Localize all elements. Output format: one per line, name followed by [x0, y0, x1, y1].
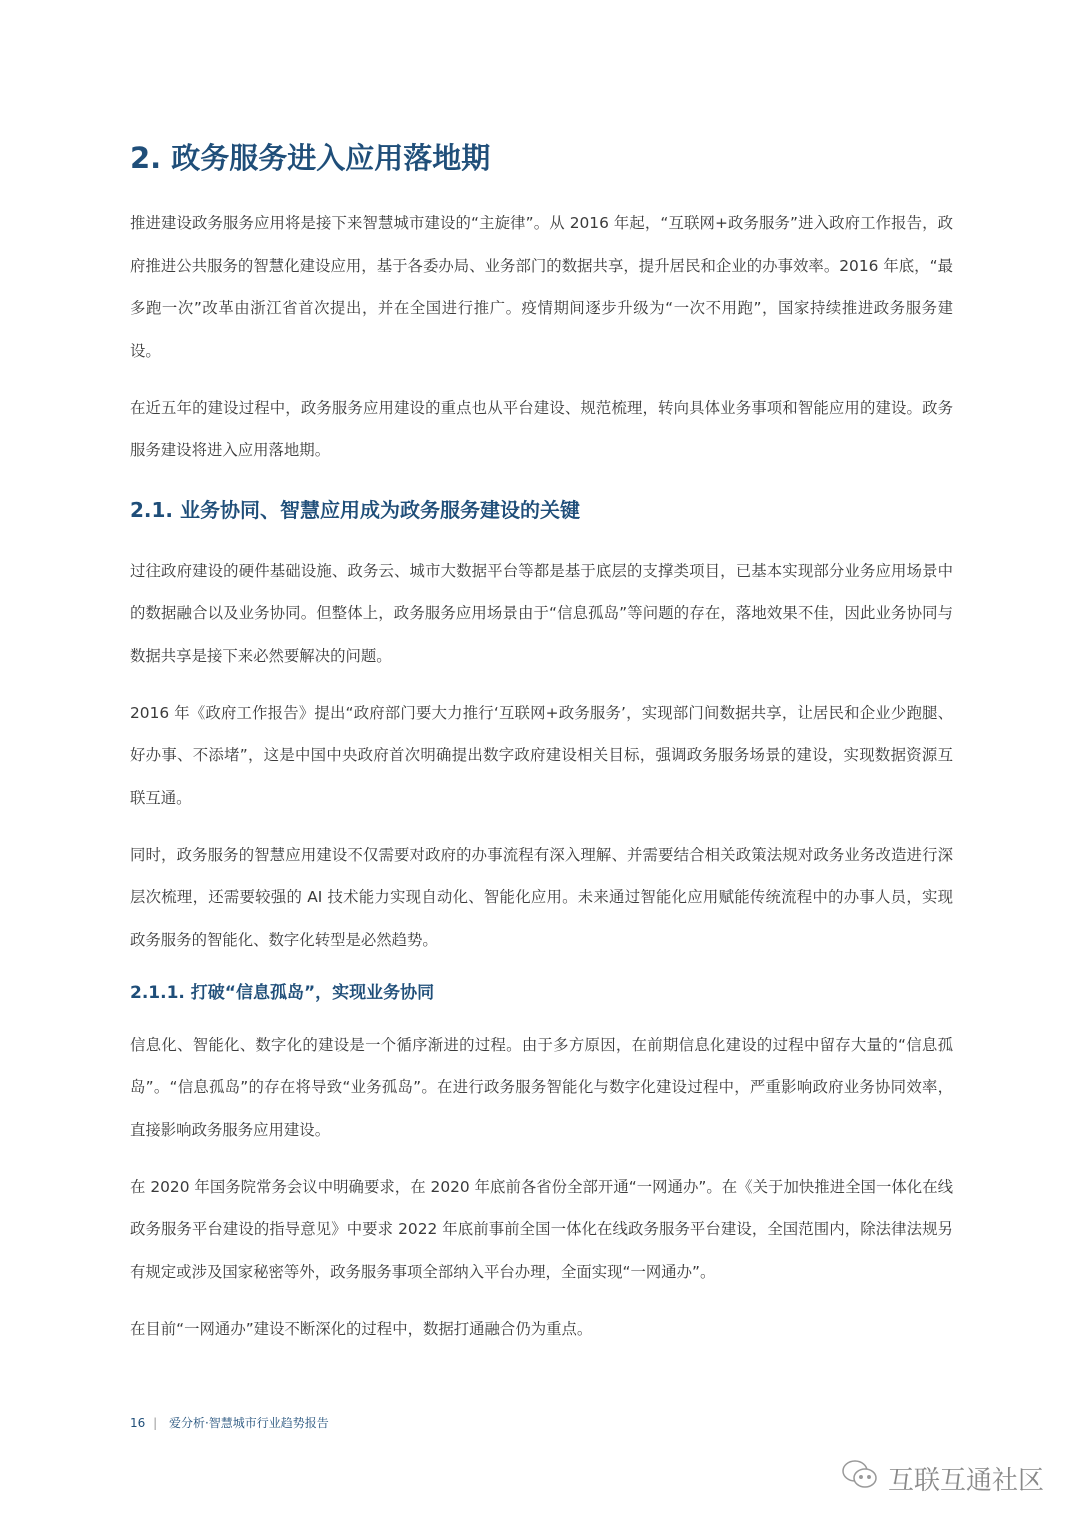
watermark-text: 互联互通社区 — [887, 1466, 1044, 1496]
page-heading: 2. 政务服务进入应用落地期 — [130, 141, 491, 175]
paragraph: 在目前“一网通办”建设不断深化的过程中，数据打通融合仍为重点。 — [130, 1319, 593, 1338]
paragraph: 在 2020 年国务院常务会议中明确要求，在 2020 年底前各省份全部开通“一网通办”。在《关于加快推进全国一体化在线政务服务平台建设的指导意见》中要求 2022 年底前事前全国一体化在线政务服务平台建设，全国范围内，除法律法规另有规定或涉及国家秘密等外，政务服务事项全部纳入平台办理，全面实现“一网通办”。 — [130, 1177, 953, 1281]
footer-separator: | — [153, 1416, 158, 1430]
paragraph: 信息化、智能化、数字化的建设是一个循序渐进的过程。由于多方原因，在前期信息化建设的过程中留存大量的“信息孤岛”。“信息孤岛”的存在将导致“业务孤岛”。在进行政务服务智能化与数字化建设过程中，严重影响政府业务协同效率，直接影响政务服务应用建设。 — [130, 1035, 953, 1139]
section-heading-2-1-1: 2.1.1. 打破“信息孤岛”，实现业务协同 — [130, 982, 435, 1003]
wechat-icon — [840, 1458, 888, 1499]
document-body — [130, 136, 953, 1365]
page-number: 16 — [130, 1416, 146, 1430]
paragraph: 在近五年的建设过程中，政务服务应用建设的重点也从平台建设、规范梳理，转向具体业务事项和智能应用的建设。政务服务建设将进入应用落地期。 — [130, 398, 953, 459]
watermark — [840, 1458, 1044, 1499]
report-title: 爱分析·智慧城市行业趋势报告 — [168, 1416, 329, 1430]
paragraph: 推进建设政务服务应用将是接下来智慧城市建设的“主旋律”。从 2016 年起，“互联网+政务服务”进入政府工作报告，政府推进公共服务的智慧化建设应用，基于各委办局、业务部门的数据共享，提升居民和企业的办事效率。2016 年底，“最多跑一次”改革由浙江省首次提出，并在全国进行推广。疫情期间逐步升级为“一次不用跑”，国家持续推进政务服务建设。 — [130, 214, 953, 360]
paragraph: 过往政府建设的硬件基础设施、政务云、城市大数据平台等都是基于底层的支撑类项目，已基本实现部分业务应用场景中的数据融合以及业务协同。但整体上，政务服务应用场景由于“信息孤岛”等问题的存在，落地效果不佳，因此业务协同与数据共享是接下来必然要解决的问题。 — [130, 561, 953, 665]
section-heading-2-1: 2.1. 业务协同、智慧应用成为政务服务建设的关键 — [130, 497, 580, 522]
page-footer — [130, 1414, 329, 1431]
paragraph: 同时，政务服务的智慧应用建设不仅需要对政府的办事流程有深入理解、并需要结合相关政策法规对政务业务改造进行深层次梳理，还需要较强的 AI 技术能力实现自动化、智能化应用。未来通过智能化应用赋能传统流程中的办事人员，实现政务服务的智能化、数字化转型是必然趋势。 — [130, 845, 953, 949]
paragraph: 2016 年《政府工作报告》提出“政府部门要大力推行‘互联网+政务服务’，实现部门间数据共享，让居民和企业少跑腿、好办事、不添堵”，这是中国中央政府首次明确提出数字政府建设相关目标，强调政务服务场景的建设，实现数据资源互联互通。 — [130, 703, 953, 807]
